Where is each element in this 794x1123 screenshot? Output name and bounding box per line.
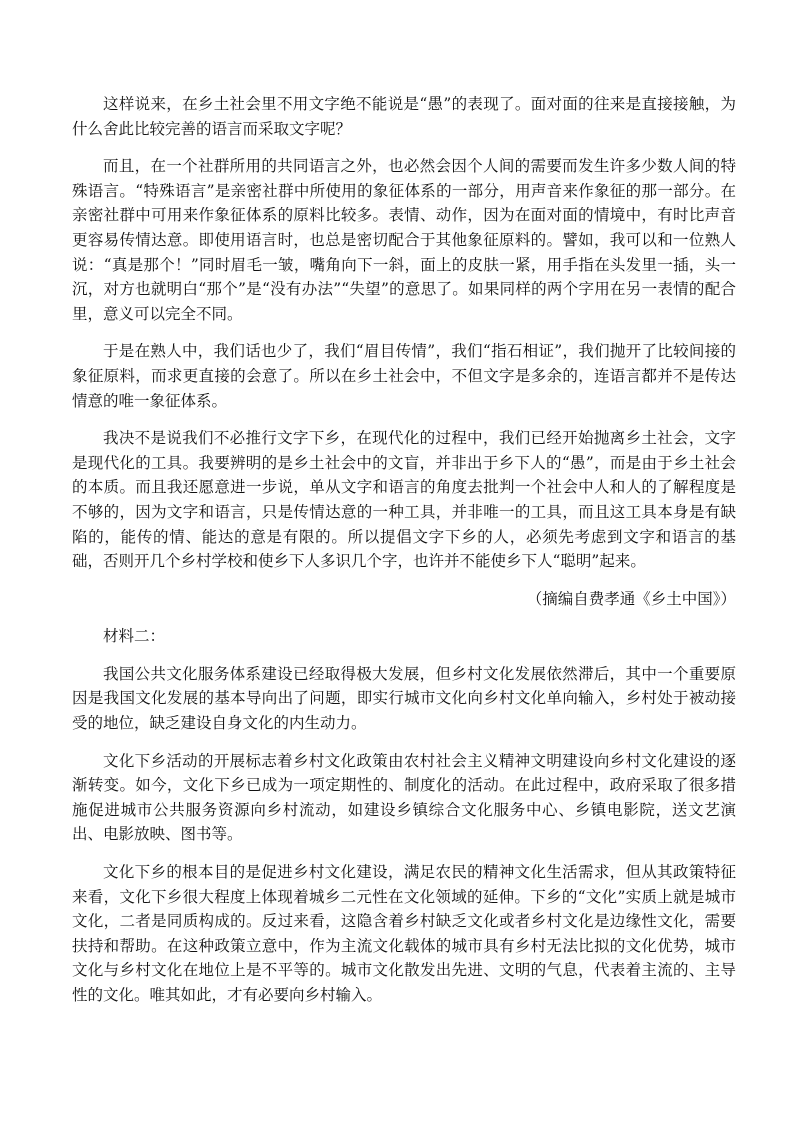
paragraph-3: 于是在熟人中，我们话也少了，我们“眉目传情”，我们“指石相证”，我们抛开了比较间接的象征原料，而求更直接的会意了。所以在乡土社会中，不但文字是多余的，连语言都并不是传达情意的唯一象征体系。 — [72, 342, 736, 410]
paragraph-4: 我决不是说我们不必推行文字下乡，在现代化的过程中，我们已经开始抛离乡土社会，文字是现代化的工具。我要辨明的是乡土社会中的文盲，并非出于乡下人的“愚”，而是由于乡土社会的本质。而且我还愿意进一步说，单从文字和语言的角度去批判一个社会中人和人的了解程度是不够的，因为文字和语言，只是传情达意的一种工具，并非唯一的工具，而且这工具本身是有缺陷的，能传的情、能达的意是有限的。所以提倡文字下乡的人，必须先考虑到文字和语言的基础，否则开几个乡村学校和使乡下人多识几个字，也许并不能使乡下人“聪明”起来。 — [72, 429, 736, 571]
paragraph-1: 这样说来，在乡土社会里不用文字绝不能说是“愚”的表现了。面对面的往来是直接接触，为什么舍此比较完善的语言而采取文字呢？ — [72, 95, 736, 138]
paragraph-6: 文化下乡活动的开展标志着乡村文化政策由农村社会主义精神文明建设向乡村文化建设的逐渐转变。如今，文化下乡已成为一项定期性的、制度化的活动。在此过程中，政府采取了很多措施促进城市公共服务资源向乡村流动，如建设乡镇综合文化服务中心、乡镇电影院，送文艺演出、电影放映、图书等。 — [72, 751, 736, 844]
paragraph-2: 而且，在一个社群所用的共同语言之外，也必然会因个人间的需要而发生许多少数人间的特殊语言。“特殊语言”是亲密社群中所使用的象征体系的一部分，用声音来作象征的那一部分。在亲密社群中可用来作象征体系的原料比较多。表情、动作，因为在面对面的情境中，有时比声音更容易传情达意。即使用语言时，也总是密切配合于其他象征原料的。譬如，我可以和一位熟人说：“真是那个！”同时眉毛一皱，嘴角向下一斜，面上的皮肤一紧，用手指在头发里一插，头一沉，对方也就明白“那个”是“没有办法”“失望”的意思了。如果同样的两个字用在另一表情的配合里，意义可以完全不同。 — [72, 157, 736, 323]
source-citation: （摘编自费孝通《乡土中国》） — [526, 589, 736, 608]
paragraph-5: 我国公共文化服务体系建设已经取得极大发展，但乡村文化发展依然滞后，其中一个重要原因是我国文化发展的基本导向出了问题，即实行城市文化向乡村文化单向输入，乡村处于被动接受的地位，缺乏建设自身文化的内生动力。 — [72, 664, 736, 733]
document-page — [72, 92, 736, 1021]
material-two-label: 材料二： — [103, 627, 166, 646]
paragraph-7: 文化下乡的根本目的是促进乡村文化建设，满足农民的精神文化生活需求，但从其政策特征来看，文化下乡很大程度上体现着城乡二元性在文化领域的延伸。下乡的“文化”实质上就是城市文化，二者是同质构成的。反过来看，这隐含着乡村缺乏文化或者乡村文化是边缘性文化，需要扶持和帮助。在这种政策立意中，作为主流文化载体的城市具有乡村无法比拟的文化优势，城市文化与乡村文化在地位上是不平等的。城市文化散发出先进、文明的气息，代表着主流的、主导性的文化。唯其如此，才有必要向乡村输入。 — [72, 863, 736, 1004]
